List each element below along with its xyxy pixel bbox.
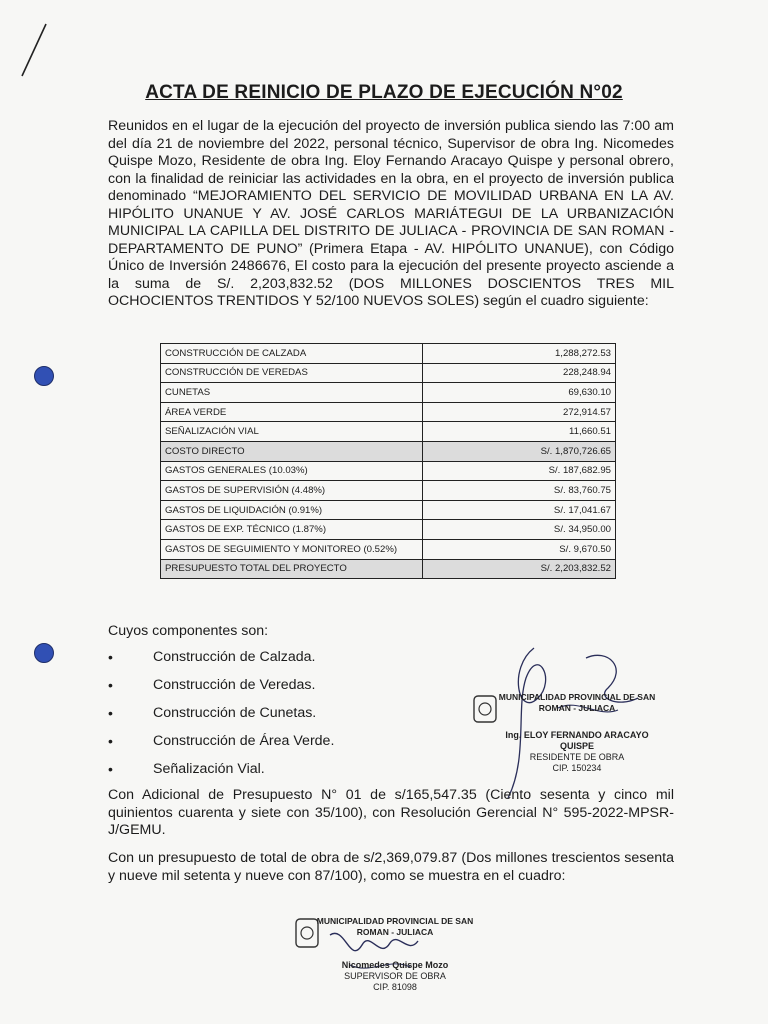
component-label: Construcción de Cunetas. xyxy=(153,705,317,721)
list-item xyxy=(108,649,334,677)
document-title: ACTA DE REINICIO DE PLAZO DE EJECUCIÓN N°02 xyxy=(145,82,623,103)
bullet-icon: • xyxy=(108,649,113,665)
total-budget-paragraph: Con un presupuesto de total de obra de s/2,369,079.87 (Dos millones trescientos sesenta y nueve mil setenta y nueve con 87/100), como se muestra en el cuadro: xyxy=(108,850,674,884)
component-label: Construcción de Calzada. xyxy=(153,649,316,665)
supervisor-stamp-role: SUPERVISOR DE OBRA xyxy=(344,971,446,981)
resident-stamp-org: MUNICIPALIDAD PROVINCIAL DE SAN ROMAN - JULIACA xyxy=(498,692,656,713)
table-row xyxy=(161,422,616,442)
cost-item-value: S/. 2,203,832.52 xyxy=(423,559,616,579)
cost-item-label: GASTOS DE SEGUIMIENTO Y MONITOREO (0.52%) xyxy=(161,539,423,559)
table-row xyxy=(161,481,616,501)
cost-item-label: SEÑALIZACIÓN VIAL xyxy=(161,422,423,442)
cost-item-value: 228,248.94 xyxy=(423,363,616,383)
cost-item-label: CUNETAS xyxy=(161,383,423,403)
cost-item-label: PRESUPUESTO TOTAL DEL PROYECTO xyxy=(161,559,423,579)
cost-item-label: GASTOS DE EXP. TÉCNICO (1.87%) xyxy=(161,520,423,540)
cost-item-label: GASTOS DE SUPERVISIÓN (4.48%) xyxy=(161,481,423,501)
cost-item-label: CONSTRUCCIÓN DE VEREDAS xyxy=(161,363,423,383)
table-row xyxy=(161,363,616,383)
table-row xyxy=(161,500,616,520)
list-item xyxy=(108,761,334,789)
resident-stamp xyxy=(492,692,662,774)
additional-budget-paragraph: Con Adicional de Presupuesto N° 01 de s/165,547.35 (Ciento sesenta y cinco mil quinientos cuarenta y siete con 35/100), con Resolución Gerencial N° 595-2022-MPSR-J/GEMU. xyxy=(108,787,674,838)
cost-item-value: 69,630.10 xyxy=(423,383,616,403)
components-title: Cuyos componentes son: xyxy=(108,623,269,639)
supervisor-stamp-name: Nicomedes Quispe Mozo xyxy=(341,960,449,970)
cost-item-value: S/. 83,760.75 xyxy=(423,481,616,501)
cost-item-value: S/. 34,950.00 xyxy=(423,520,616,540)
cost-item-label: GASTOS DE LIQUIDACIÓN (0.91%) xyxy=(161,500,423,520)
list-item xyxy=(108,677,334,705)
component-label: Señalización Vial. xyxy=(153,761,265,777)
punch-hole-mark xyxy=(34,366,54,386)
table-row xyxy=(161,402,616,422)
supervisor-stamp-cip: CIP. 81098 xyxy=(373,982,417,992)
resident-stamp-name: Ing. ELOY FERNANDO ARACAYO QUISPE xyxy=(505,730,649,751)
bullet-icon: • xyxy=(108,705,113,721)
table-row xyxy=(161,559,616,579)
table-row xyxy=(161,520,616,540)
component-label: Construcción de Área Verde. xyxy=(153,733,335,749)
cost-item-label: GASTOS GENERALES (10.03%) xyxy=(161,461,423,481)
supervisor-stamp xyxy=(310,916,480,993)
resident-stamp-role: RESIDENTE DE OBRA xyxy=(529,752,625,762)
supervisor-stamp-org: MUNICIPALIDAD PROVINCIAL DE SAN ROMAN - JULIACA xyxy=(316,916,474,937)
list-item xyxy=(108,705,334,733)
bullet-icon: • xyxy=(108,761,113,777)
table-row xyxy=(161,461,616,481)
table-row xyxy=(161,441,616,461)
cost-item-value: S/. 9,670.50 xyxy=(423,539,616,559)
bullet-icon: • xyxy=(108,733,113,749)
cost-item-label: COSTO DIRECTO xyxy=(161,441,423,461)
cost-item-value: S/. 187,682.95 xyxy=(423,461,616,481)
cost-item-value: 1,288,272.53 xyxy=(423,344,616,364)
table-row xyxy=(161,539,616,559)
cost-table xyxy=(160,343,616,579)
cost-item-value: 272,914.57 xyxy=(423,402,616,422)
table-row xyxy=(161,344,616,364)
cost-item-value: S/. 17,041.67 xyxy=(423,500,616,520)
pen-stroke-mark xyxy=(14,20,54,80)
cost-item-label: ÁREA VERDE xyxy=(161,402,423,422)
cost-item-value: 11,660.51 xyxy=(423,422,616,442)
bullet-icon: • xyxy=(108,677,113,693)
intro-paragraph: Reunidos en el lugar de la ejecución del proyecto de inversión publica siendo las 7:00 am del día 21 de noviembre del 2022, personal técnico, Supervisor de obra Ing. Nicomedes Quispe Mozo, Residente de obra Ing. Eloy Fernando Aracayo Quispe y personal obrero, con la finalidad de reiniciar las actividades en la obra, en el proyecto de inversión publica denominado “MEJORAMIENTO DEL SERVICIO DE MOVILIDAD URBANA EN LA AV. HIPÓLITO UNANUE Y AV. JOSÉ CARLOS MARIÁTEGUI DE LA URBANIZACIÓN MUNICIPAL LA CAPILLA DEL DISTRITO DE JULIACA - PROVINCIA DE SAN ROMAN - DEPARTAMENTO DE PUNO” (Primera Etapa - AV. HIPÓLITO UNANUE), con Código Único de Inversión 2486676, El costo para la ejecución del presente proyecto asciende a la suma de S/. 2,203,832.52 (DOS MILLONES DOSCIENTOS TRES MIL OCHOCIENTOS TRENTIDOS Y 52/100 NUEVOS SOLES) según el cuadro siguiente: xyxy=(108,118,674,309)
table-row xyxy=(161,383,616,403)
resident-stamp-cip: CIP. 150234 xyxy=(552,763,602,773)
cost-item-value: S/. 1,870,726.65 xyxy=(423,441,616,461)
cost-item-label: CONSTRUCCIÓN DE CALZADA xyxy=(161,344,423,364)
punch-hole-mark xyxy=(34,643,54,663)
components-list xyxy=(108,649,334,789)
list-item xyxy=(108,733,334,761)
component-label: Construcción de Veredas. xyxy=(153,677,316,693)
